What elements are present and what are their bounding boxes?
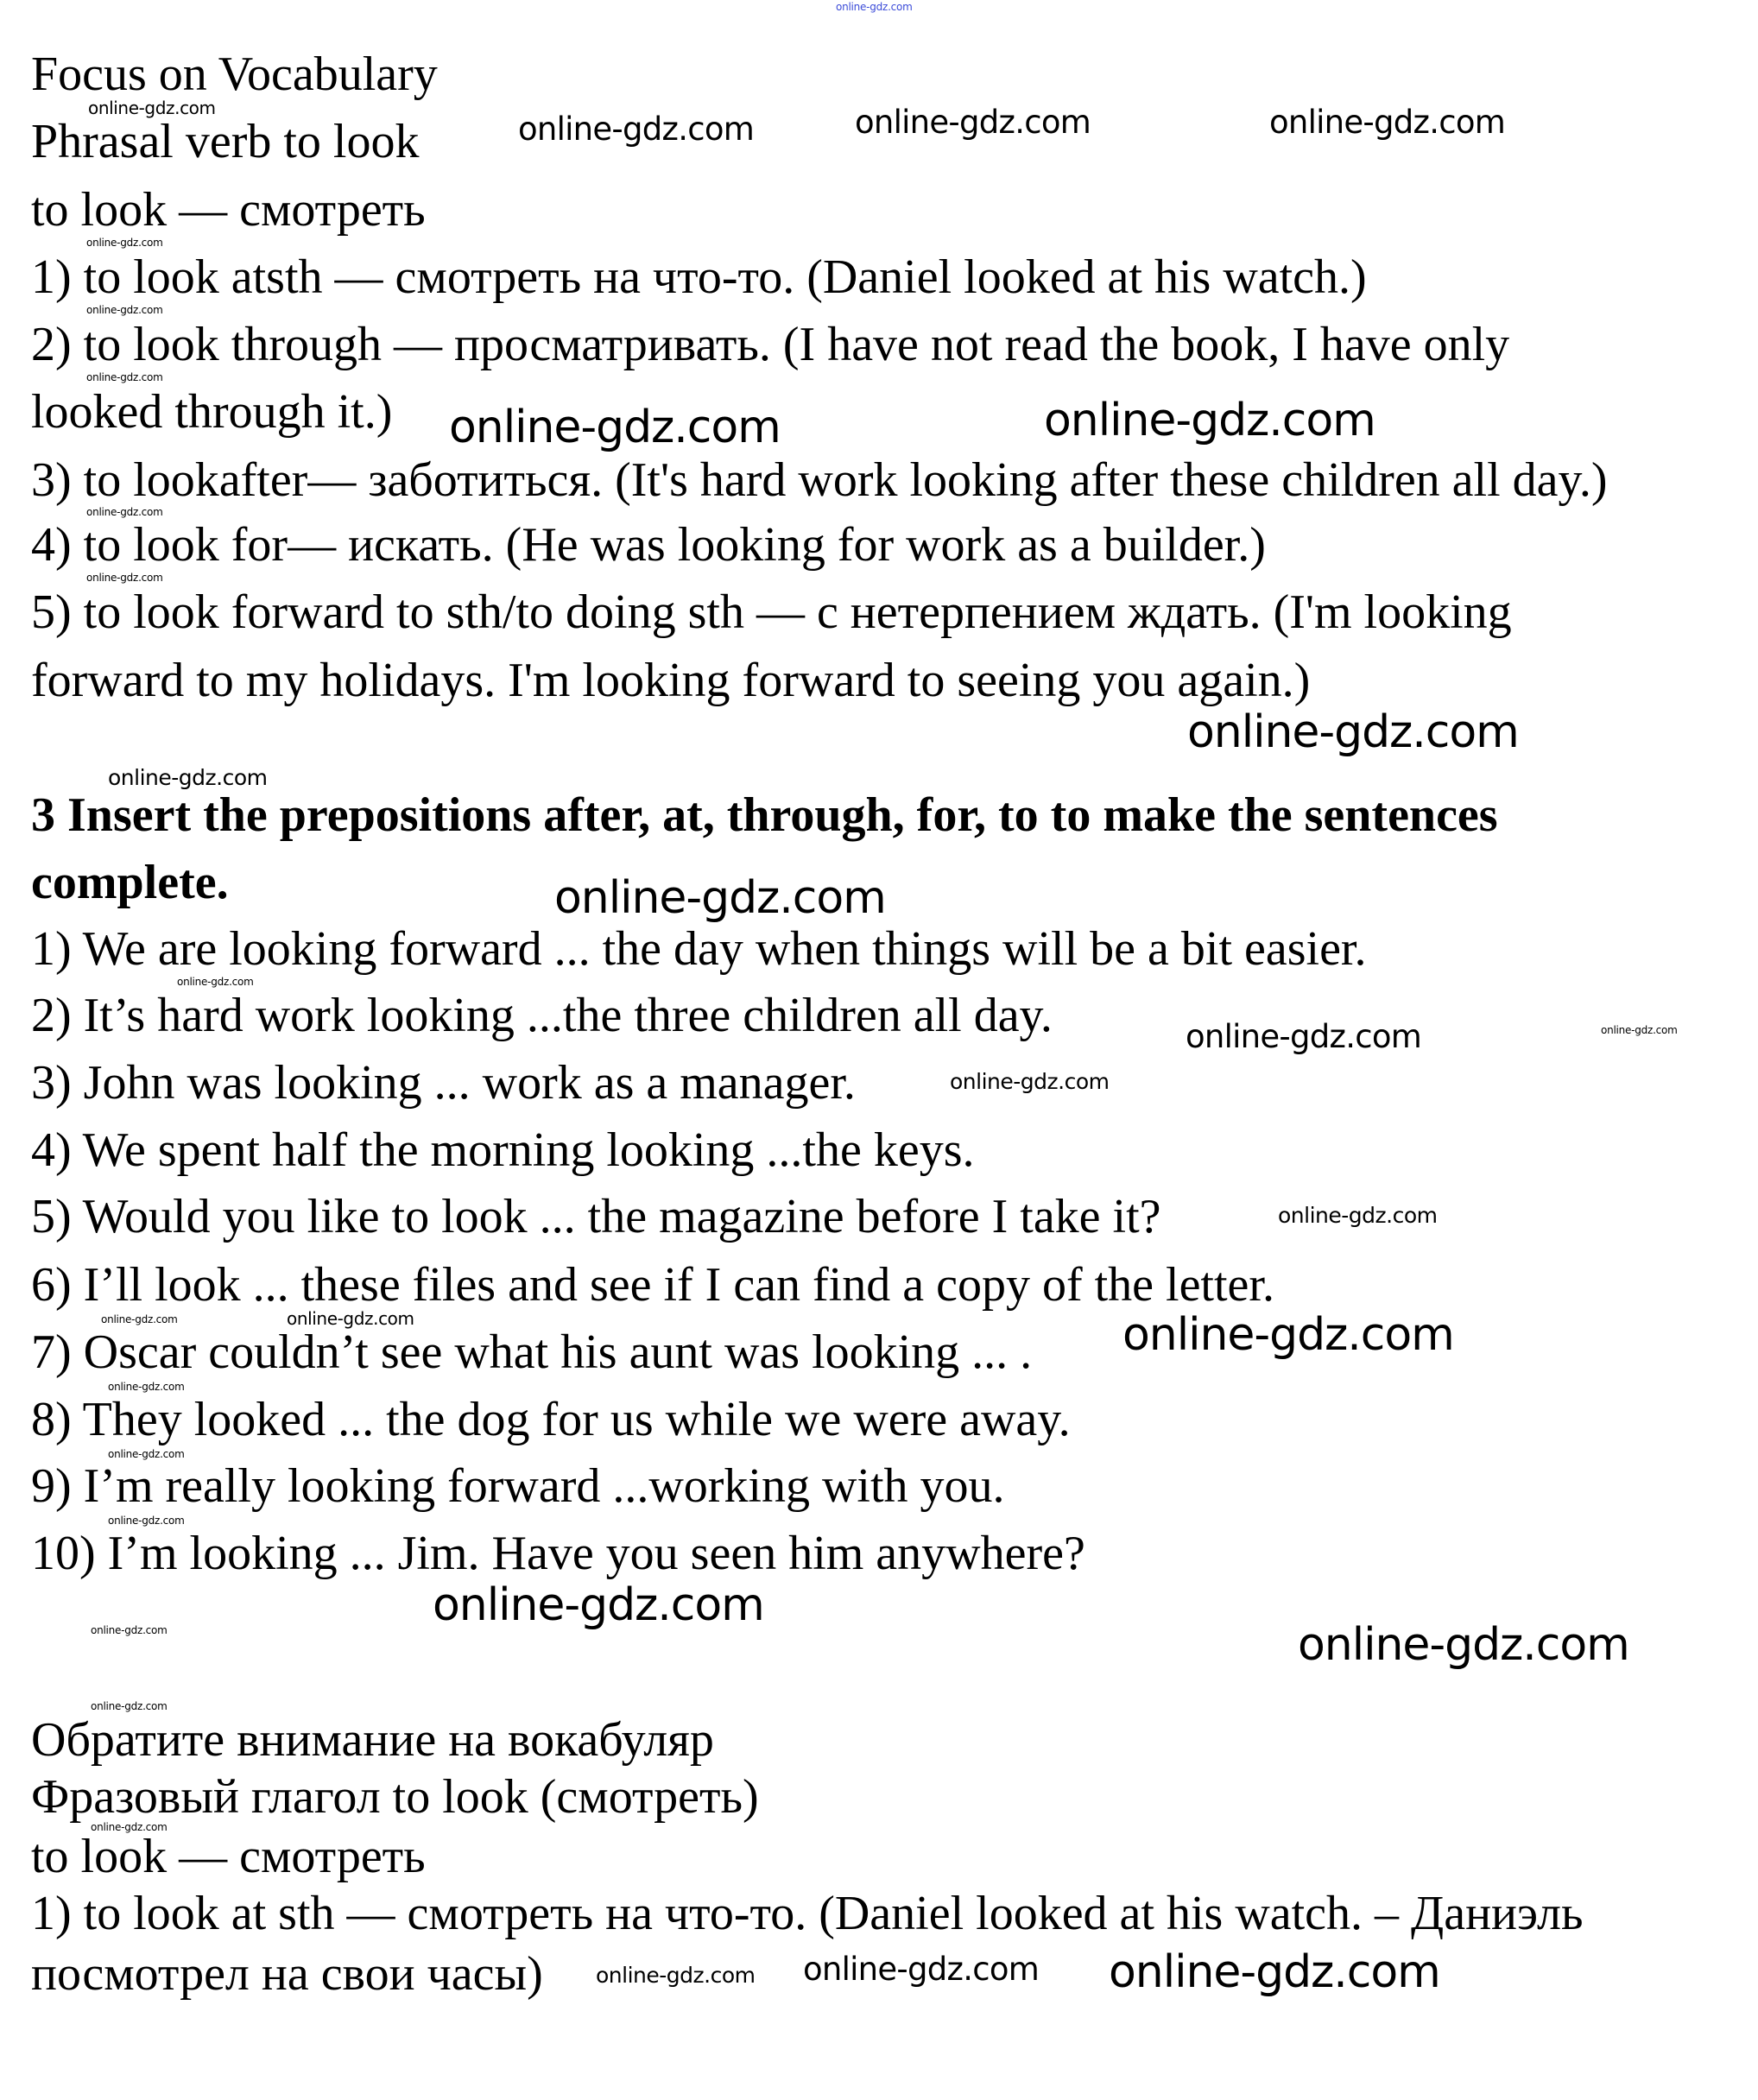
watermark: online-gdz.com [836,1,913,13]
watermark: online-gdz.com [86,506,163,518]
definition: to look — смотреть [31,183,426,237]
vocab-item: 1) to look atsth — смотреть на что-то. (Daniel looked at his watch.) [31,250,1367,304]
watermark: online-gdz.com [91,1821,168,1833]
watermark: online-gdz.com [1187,706,1519,758]
watermark: online-gdz.com [1122,1309,1454,1361]
section-subtitle: Phrasal verb to look [31,115,420,168]
watermark: online-gdz.com [287,1308,414,1329]
vocab-item: 5) to look forward to sth/to doing sth — с нетерпением ждать. (I'm looking [31,585,1512,639]
watermark: online-gdz.com [1601,1024,1678,1036]
translation-title: Обратите внимание на вокабуляр [31,1713,714,1767]
watermark: online-gdz.com [1109,1946,1440,1998]
exercise-heading-continued: complete. [31,856,229,909]
watermark: online-gdz.com [596,1963,756,1988]
vocab-item-continued: forward to my holidays. I'm looking forward to seeing you again.) [31,654,1311,707]
watermark: online-gdz.com [518,111,755,148]
watermark: online-gdz.com [86,237,163,249]
watermark: online-gdz.com [108,1515,185,1527]
watermark: online-gdz.com [1044,395,1375,446]
watermark: online-gdz.com [108,1381,185,1393]
exercise-sentence: 7) Oscar couldn’t see what his aunt was looking ... . [31,1325,1033,1379]
watermark: online-gdz.com [108,765,268,790]
exercise-heading: 3 Insert the prepositions after, at, through, for, to to make the sentences [31,788,1498,842]
translation-item-continued: посмотрел на свои часы) [31,1947,543,2001]
watermark: online-gdz.com [88,98,216,118]
exercise-sentence: 3) John was looking ... work as a manager. [31,1056,856,1110]
watermark: online-gdz.com [1278,1203,1438,1228]
watermark: online-gdz.com [177,976,254,988]
watermark: online-gdz.com [855,104,1091,141]
watermark: online-gdz.com [86,371,163,383]
vocab-item: 4) to look for— искать. (He was looking for work as a builder.) [31,518,1266,572]
exercise-sentence: 5) Would you like to look ... the magazine before I take it? [31,1190,1161,1243]
vocab-item-continued: looked through it.) [31,385,393,439]
watermark: online-gdz.com [433,1579,764,1631]
exercise-sentence: 10) I’m looking ... Jim. Have you seen him anywhere? [31,1527,1085,1580]
exercise-sentence: 9) I’m really looking forward ...working with you. [31,1459,1005,1513]
watermark: online-gdz.com [86,304,163,316]
vocab-item: 2) to look through — просматривать. (I have not read the book, I have only [31,318,1510,371]
watermark: online-gdz.com [1186,1018,1422,1055]
exercise-sentence: 1) We are looking forward ... the day when things will be a bit easier. [31,922,1367,976]
watermark: online-gdz.com [950,1069,1110,1094]
watermark: online-gdz.com [1298,1619,1629,1671]
translation-subtitle: Фразовый глагол to look (смотреть) [31,1770,759,1824]
section-title: Focus on Vocabulary [31,47,438,101]
translation-item: 1) to look at sth — смотреть на что-то. (Daniel looked at his watch. – Даниэль [31,1887,1584,1940]
exercise-sentence: 2) It’s hard work looking ...the three children all day. [31,989,1053,1042]
watermark: online-gdz.com [554,872,886,924]
exercise-sentence: 6) I’ll look ... these files and see if I can find a copy of the letter. [31,1258,1274,1312]
vocab-item: 3) to lookafter— заботиться. (It's hard work looking after these children all day.) [31,453,1608,507]
watermark: online-gdz.com [101,1313,178,1325]
watermark: online-gdz.com [803,1951,1040,1988]
watermark: online-gdz.com [1269,104,1506,141]
watermark: online-gdz.com [449,402,781,453]
exercise-sentence: 8) They looked ... the dog for us while we were away. [31,1393,1071,1446]
watermark: online-gdz.com [108,1448,185,1460]
watermark: online-gdz.com [86,572,163,584]
watermark: online-gdz.com [91,1624,168,1636]
translation-definition: to look — смотреть [31,1830,426,1883]
exercise-sentence: 4) We spent half the morning looking ...the keys. [31,1123,975,1177]
watermark: online-gdz.com [91,1700,168,1712]
